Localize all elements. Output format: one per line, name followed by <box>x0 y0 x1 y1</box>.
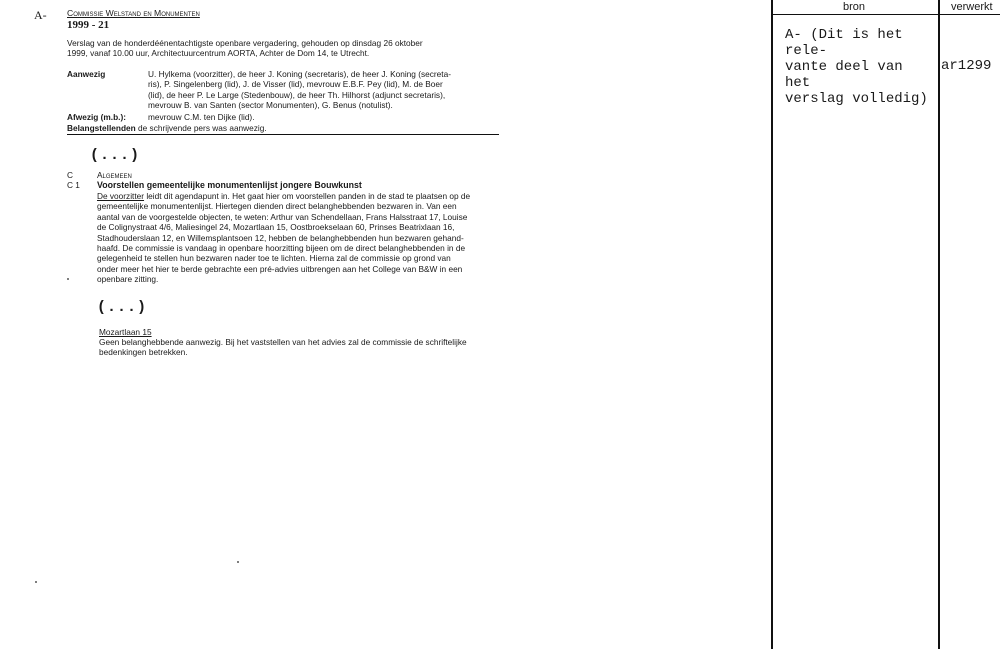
belangstellenden-row <box>67 123 267 133</box>
item-code: C 1 <box>67 180 80 190</box>
aanwezig-label: Aanwezig <box>67 69 106 79</box>
aanwezig-line: U. Hylkema (voorzitter), de heer J. Koning (secretaris), de heer J. Koning (secreta- <box>148 69 451 79</box>
scan-speck <box>237 561 239 563</box>
item-body <box>97 191 537 285</box>
afwezig-text: mevrouw C.M. ten Dijke (lid). <box>148 112 255 122</box>
document-title: Commissie Welstand en Monumenten <box>67 8 200 18</box>
verwerkt-code: ar1299 <box>941 58 992 74</box>
item-title: Voorstellen gemeentelijke monumentenlijst jongere Bouwkunst <box>97 180 362 190</box>
mozartlaan-line: bedenkingen betrekken. <box>99 347 188 358</box>
item-line: onder meer het hier te berde gebrachte een pré-advies uitbrengen aan het College van B&W in een <box>97 263 463 274</box>
voorzitter-lead: De voorzitter <box>97 191 145 201</box>
aanwezig-line: (lid), de heer P. Le Large (Stedenbouw), de heer Th. Hilhorst (adjunct secretaris), <box>148 89 446 100</box>
item-line: de Colignystraat 4/6, Maliesingel 24, Mozartlaan 15, Oostbroekselaan 60, Prinses Beatrixlaan 16, <box>97 222 455 233</box>
mozartlaan-line: Geen belanghebbende aanwezig. Bij het vaststellen van het advies zal de commissie de schriftelijke <box>99 337 467 347</box>
item-line: gelegenheid te stellen hun bezwaren nader toe te lichten. Hierna zal de commissie op grond van <box>97 253 451 264</box>
omission-marker: (...) <box>97 299 148 316</box>
aanwezig-line: ris), P. Singelenberg (lid), J. de Visser (lid), mevrouw E.B.F. Pey (lid), M. de Boer <box>148 79 443 90</box>
intro-line: Verslag van de honderdéénentachtigste openbare vergadering, gehouden op dinsdag 26 oktober <box>67 38 423 48</box>
bron-column-header: bron <box>843 1 866 13</box>
header-rule <box>67 134 499 135</box>
item-line: Stadhouderslaan 12, en Willemsplantsoen 12, hebben de belanghebbenden hun bezwaren gehand- <box>97 232 464 243</box>
belangstellenden-label: Belangstellenden <box>67 123 136 133</box>
column-header-rule <box>771 14 1000 15</box>
bron-note-line: vante deel van het <box>785 59 903 91</box>
margin-marker: A- <box>34 8 47 22</box>
item-line: De voorzitter leidt dit agendapunt in. Het gaat hier om voorstellen panden in de stad te plaatsen op de <box>97 191 471 201</box>
aanwezig-list <box>148 69 508 111</box>
column-divider-left <box>771 0 773 649</box>
mozartlaan-heading: Mozartlaan 15 <box>99 327 152 337</box>
section-letter: C <box>67 170 73 180</box>
item-line: haafd. De commissie is vandaag in openbare hoorzitting bijeen om de direct belanghebbenden in de <box>97 243 466 254</box>
omission-marker: (...) <box>90 147 141 164</box>
column-divider-middle <box>938 0 940 649</box>
aanwezig-line: mevrouw B. van Santen (sector Monumenten), G. Benus (notulist). <box>148 100 393 111</box>
scan-speck <box>67 278 69 280</box>
bron-note <box>785 27 935 107</box>
intro-line: 1999, vanaf 10.00 uur, Architectuurcentrum AORTA, Achter de Dom 14, te Utrecht. <box>67 48 370 59</box>
intro-paragraph <box>67 38 537 59</box>
verwerkt-column-header: verwerkt <box>951 1 993 13</box>
bron-note-line: verslag volledig) <box>785 91 928 107</box>
section-title: Algemeen <box>97 170 132 180</box>
item-line: openbare zitting. <box>97 274 159 285</box>
belangstellenden-text: de schrijvende pers was aanwezig. <box>138 123 267 133</box>
mozartlaan-body <box>99 337 539 358</box>
document-reference: 1999 - 21 <box>67 19 110 31</box>
bron-note-line: A- (Dit is het rele- <box>785 27 903 59</box>
item-line: gemeentelijke monumentenlijst. Hiertegen dienden direct belanghebbenden bezwaren in. Van een <box>97 201 457 212</box>
item-line: aantal van de voorgestelde objecten, te weten: Arthur van Schendellaan, Frans Halsstraat 17, Louise <box>97 211 468 222</box>
afwezig-label: Afwezig (m.b.): <box>67 112 126 122</box>
scan-speck <box>35 581 37 583</box>
